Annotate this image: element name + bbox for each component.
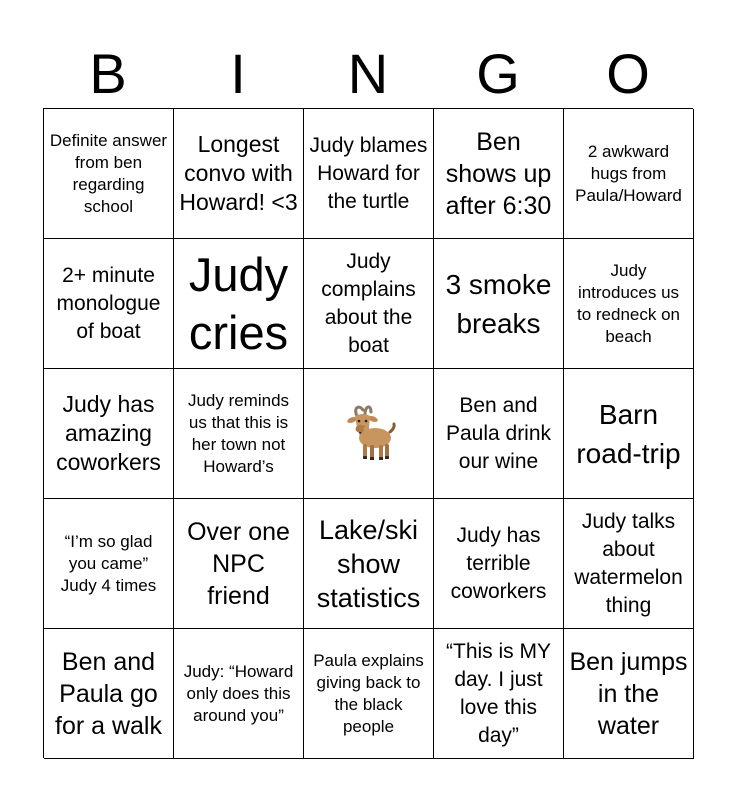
- cell-text: “This is MY day. I just love this day”: [446, 639, 551, 747]
- cell-text: 2+ minute monologue of boat: [56, 263, 161, 343]
- cell-text: Longest convo with Howard! <3: [179, 131, 298, 215]
- bingo-cell[interactable]: [44, 239, 174, 369]
- cell-text: Definite answer from ben regarding school: [49, 130, 168, 216]
- cell-text: Judy has terrible coworkers: [450, 523, 547, 603]
- cell-text: Judy introduces us to redneck on beach: [576, 260, 680, 346]
- bingo-cell[interactable]: [304, 499, 434, 629]
- bingo-cell[interactable]: [174, 499, 304, 629]
- cell-text: Judy has amazing coworkers: [56, 391, 161, 475]
- cell-text: Judy reminds us that this is her town not Howard’s: [187, 390, 290, 476]
- bingo-cell[interactable]: [304, 239, 434, 369]
- bingo-cell[interactable]: [434, 629, 564, 759]
- cell-text: Ben and Paula go for a walk: [55, 647, 162, 740]
- bingo-cell[interactable]: [434, 369, 564, 499]
- bingo-cell[interactable]: [434, 239, 564, 369]
- bingo-cell[interactable]: [44, 369, 174, 499]
- free-space-cell[interactable]: [304, 369, 434, 499]
- bingo-cell[interactable]: [44, 109, 174, 239]
- cell-text: Over one NPC friend: [187, 517, 290, 610]
- header-letter-i: I: [230, 42, 246, 105]
- header-letter-n: N: [347, 42, 389, 105]
- bingo-cell[interactable]: [434, 499, 564, 629]
- cell-text: Judy blames Howard for the turtle: [309, 133, 428, 213]
- bingo-cell[interactable]: [304, 109, 434, 239]
- bingo-cell[interactable]: [174, 629, 304, 759]
- cell-text: Ben shows up after 6:30: [445, 127, 552, 220]
- cell-text: 2 awkward hugs from Paula/Howard: [575, 141, 682, 205]
- cell-text: Judy cries: [188, 247, 289, 359]
- cell-text: Ben and Paula drink our wine: [445, 393, 552, 473]
- bingo-cell[interactable]: [174, 109, 304, 239]
- cell-text: Lake/ski show statistics: [316, 514, 421, 613]
- cell-text: Ben jumps in the water: [569, 647, 688, 740]
- bingo-cell[interactable]: [564, 109, 694, 239]
- bingo-header: [43, 40, 693, 108]
- goat-icon: [339, 402, 399, 466]
- bingo-cell[interactable]: [564, 239, 694, 369]
- header-letter-b: B: [89, 42, 127, 105]
- bingo-cell[interactable]: [174, 369, 304, 499]
- bingo-cell[interactable]: [564, 629, 694, 759]
- cell-text: Barn road-trip: [576, 398, 681, 469]
- bingo-cell[interactable]: [564, 499, 694, 629]
- cell-text: Judy: “Howard only does this around you”: [183, 661, 294, 725]
- header-letter-g: G: [476, 42, 520, 105]
- bingo-board: [43, 108, 693, 758]
- bingo-cell[interactable]: [564, 369, 694, 499]
- cell-text: “I’m so glad you came” Judy 4 times: [60, 531, 157, 595]
- bingo-cell[interactable]: [304, 629, 434, 759]
- cell-text: Paula explains giving back to the black people: [313, 650, 424, 736]
- bingo-cell[interactable]: [174, 239, 304, 369]
- bingo-cell[interactable]: [44, 499, 174, 629]
- cell-text: Judy complains about the boat: [321, 249, 416, 357]
- bingo-cell[interactable]: [434, 109, 564, 239]
- header-letter-o: O: [606, 42, 650, 105]
- cell-text: Judy talks about watermelon thing: [574, 509, 683, 617]
- cell-text: 3 smoke breaks: [445, 268, 552, 339]
- bingo-cell[interactable]: [44, 629, 174, 759]
